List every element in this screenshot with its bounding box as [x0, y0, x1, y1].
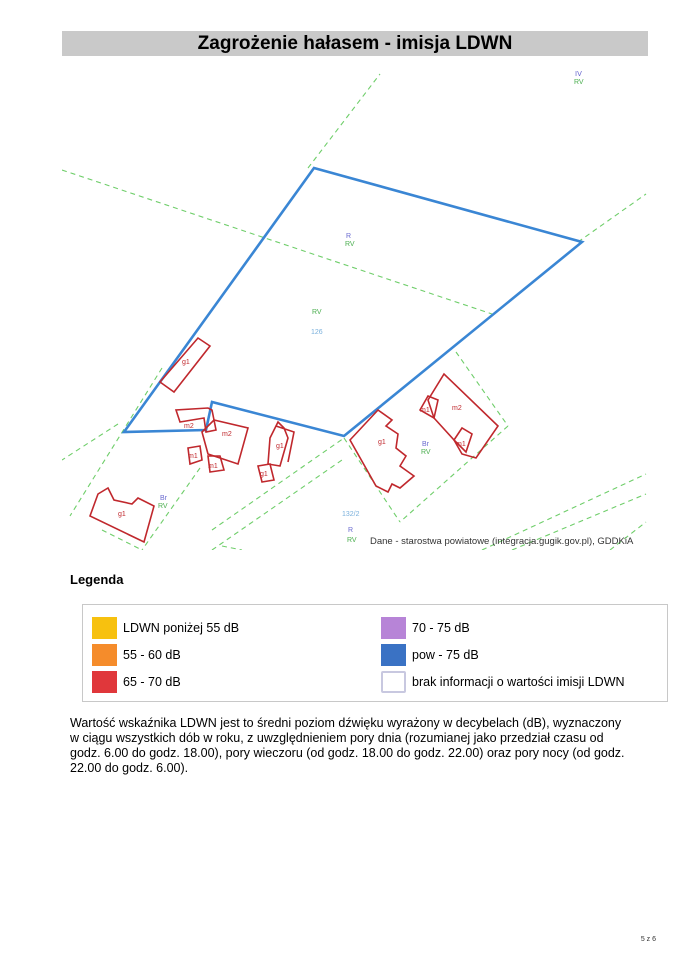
- label-r-lower: R: [348, 527, 354, 534]
- buildings: [90, 338, 498, 542]
- legend-label: pow - 75 dB: [412, 648, 479, 662]
- legend-label: 55 - 60 dB: [123, 648, 181, 662]
- legend-item-65-70: [92, 671, 181, 693]
- label-rv-right: RV: [421, 449, 431, 456]
- label-m1-right: m1: [456, 441, 466, 448]
- label-r-upper: R: [346, 233, 352, 240]
- map-canvas: [62, 56, 648, 550]
- label-m2-right: m2: [452, 405, 462, 412]
- label-g1-left: g1: [182, 359, 190, 366]
- cadastral-boundaries: [62, 74, 646, 550]
- label-rv-lower: RV: [347, 537, 357, 544]
- label-g1-bottom-left: g1: [118, 511, 126, 518]
- label-g1-small: g1: [260, 471, 268, 478]
- label-m1-right-top: m1: [420, 407, 430, 414]
- legend-item-below-55: [92, 617, 239, 639]
- legend-item-above-75: [381, 644, 479, 666]
- legend-swatch-red: [92, 671, 117, 693]
- label-br-right: Br: [422, 441, 429, 448]
- map-data-credit: Dane - starostwa powiatowe (integracja.gugik.gov.pl), GDDKiA: [370, 536, 634, 547]
- label-rv-mid: RV: [312, 309, 322, 316]
- label-m1-center: m1: [208, 463, 218, 470]
- map-view[interactable]: [62, 56, 648, 550]
- legend-label: brak informacji o wartości imisji LDWN: [412, 675, 625, 689]
- legend-heading: Legenda: [70, 572, 124, 587]
- legend-item-55-60: [92, 644, 181, 666]
- selected-parcel-outline[interactable]: [124, 168, 582, 436]
- legend-swatch-orange: [92, 644, 117, 666]
- label-m1-left: m1: [188, 453, 198, 460]
- page-number: 5 z 6: [640, 936, 656, 943]
- label-g1-center: g1: [276, 443, 284, 450]
- legend-label: 65 - 70 dB: [123, 675, 181, 689]
- legend-swatch-purple: [381, 617, 406, 639]
- legend-label: 70 - 75 dB: [412, 621, 470, 635]
- label-m2-left: m2: [184, 423, 194, 430]
- ldwn-description: Wartość wskaźnika LDWN jest to średni poziom dźwięku wyrażony w decybelach (dB), wyznaczony w ciągu wszystkich dób w roku, z uwzględnieniem pory dnia (rozumianej jako przedział czasu od godz. 6.00 do godz. 18.00), pory wieczoru (od godz. 18.00 do godz. 22.00) oraz pory nocy (od godz. 22.00 do godz. 6.00).: [70, 716, 625, 775]
- page-title: Zagrożenie hałasem - imisja LDWN: [62, 31, 648, 56]
- legend: [82, 604, 668, 702]
- label-rv-left: RV: [158, 503, 168, 510]
- label-parcel-132: 132/2: [342, 511, 360, 518]
- building-m1-right: [454, 428, 472, 452]
- legend-item-70-75: [381, 617, 470, 639]
- label-parcel-126: 126: [311, 329, 323, 336]
- legend-label: LDWN poniżej 55 dB: [123, 621, 240, 635]
- label-g1-right: g1: [378, 439, 386, 446]
- legend-item-no-data: [381, 671, 625, 693]
- legend-swatch-empty: [381, 671, 406, 693]
- label-top-right-rv: RV: [574, 79, 584, 86]
- legend-swatch-yellow: [92, 617, 117, 639]
- label-m2-center: m2: [222, 431, 232, 438]
- label-br-left: Br: [160, 495, 167, 502]
- legend-swatch-blue: [381, 644, 406, 666]
- label-top-right-upper: ⅠⅤ: [575, 71, 582, 78]
- label-rv-upper: RV: [345, 241, 355, 248]
